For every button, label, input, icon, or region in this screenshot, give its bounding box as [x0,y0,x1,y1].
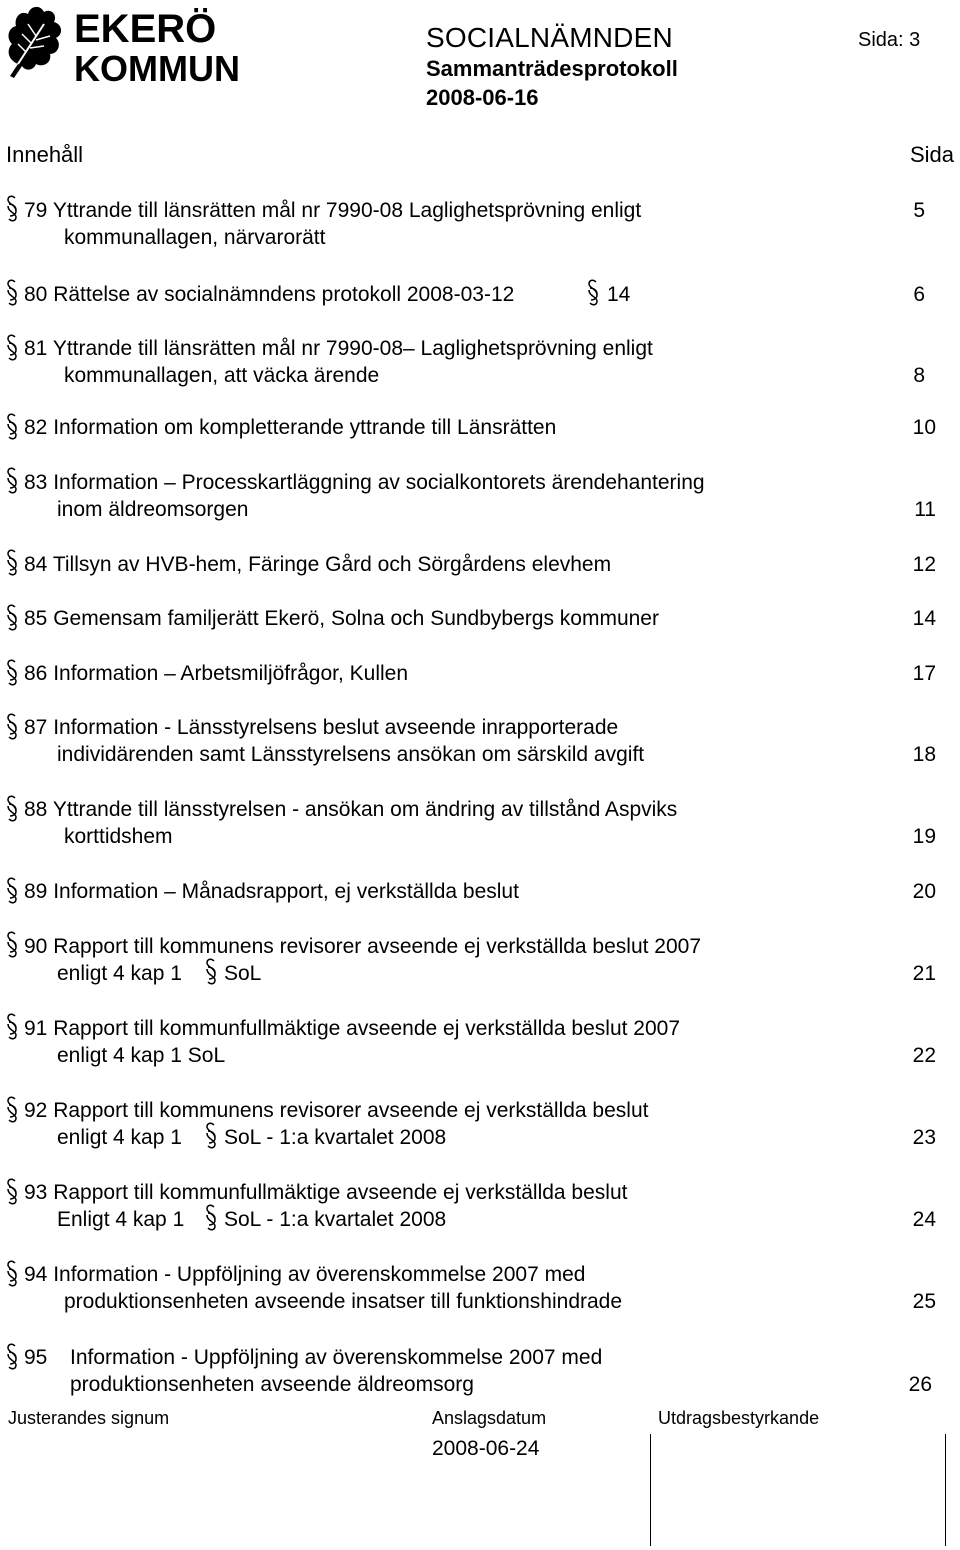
section-sign-icon [5,604,19,634]
toc-item-title-cont: enligt 4 kap 1 SoL [57,1044,226,1067]
toc-item-title-cont: enligt 4 kap 1 [57,962,182,985]
toc-item-title-cont: korttidshem [64,825,173,848]
toc-item-number: 95 [24,1346,48,1369]
section-sign-icon [5,1013,19,1043]
toc-heading-contents: Innehåll [6,142,84,167]
toc-item-title-cont: SoL - 1:a kvartalet 2008 [224,1208,447,1231]
toc-item-title-cont: individärenden samt Länsstyrelsens ansökan om särskild avgift [57,743,645,766]
toc-item-title: Information - Uppföljning av överenskommelse 2007 med [70,1346,603,1369]
toc-item-page: 8 [913,364,925,387]
footer-divider [650,1434,651,1546]
toc-item-title: 90 Rapport till kommunens revisorer avseende ej verkställda beslut 2007 [24,935,702,958]
toc-item-title: 84 Tillsyn av HVB-hem, Färinge Gård och Sörgårdens elevhem [24,553,612,576]
section-sign-icon [586,279,600,309]
toc-item-page: 26 [908,1373,932,1396]
toc-item-page: 20 [912,880,936,903]
section-sign-icon [5,279,19,309]
toc-item-title-cont: 14 [607,283,631,306]
section-sign-icon [5,467,19,497]
section-sign-icon [5,877,19,907]
toc-item-page: 12 [912,553,936,576]
toc-item-title-cont: SoL - 1:a kvartalet 2008 [224,1126,447,1149]
section-sign-icon [5,1178,19,1208]
toc-item-title-cont: produktionsenheten avseende äldreomsorg [70,1373,474,1396]
toc-item-title-cont: enligt 4 kap 1 [57,1126,182,1149]
ekero-kommun-logo [4,4,240,89]
toc-item-title: 91 Rapport till kommunfullmäktige avseende ej verkställda beslut 2007 [24,1017,681,1040]
extract-certification-label: Utdragsbestyrkande [658,1408,820,1428]
toc-item-page: 6 [913,283,925,306]
section-sign-icon [5,659,19,689]
posting-date-label: Anslagsdatum [432,1408,547,1428]
toc-item-title: 82 Information om kompletterande yttrande till Länsrätten [24,416,557,439]
section-sign-icon [204,1122,218,1152]
section-sign-icon [204,958,218,988]
toc-item-title: 87 Information - Länsstyrelsens beslut avseende inrapporterade [24,716,619,739]
toc-item-page: 10 [912,416,936,439]
toc-item-page: 19 [912,825,936,848]
toc-item-title: 83 Information – Processkartläggning av socialkontorets ärendehantering [24,471,705,494]
section-sign-icon [5,1343,19,1373]
section-sign-icon [5,713,19,743]
section-sign-icon [5,549,19,579]
section-sign-icon [5,195,19,225]
page-number: Sida: 3 [858,29,921,51]
toc-item-title: 88 Yttrande till länsstyrelsen - ansökan om ändring av tillstånd Aspviks [24,798,678,821]
toc-item-page: 11 [914,498,936,521]
toc-item-title: 93 Rapport till kommunfullmäktige avseende ej verkställda beslut [24,1181,628,1204]
toc-item-title-cont: Enligt 4 kap 1 [57,1208,185,1231]
toc-item-page: 25 [912,1290,936,1313]
section-sign-icon [5,334,19,364]
toc-item-title-cont: SoL [224,962,262,985]
toc-item-title: 94 Information - Uppföljning av överenskommelse 2007 med [24,1263,586,1286]
logo-word-kommun: KOMMUN [74,48,240,89]
posting-date-value: 2008-06-24 [432,1437,540,1460]
oak-leaf-icon [9,7,62,78]
document-type: Sammanträdesprotokoll [426,56,678,81]
toc-item-title-cont: produktionsenheten avseende insatser till funktionshindrade [64,1290,623,1313]
toc-item-title-cont: inom äldreomsorgen [57,498,249,521]
toc-item-title-cont: kommunallagen, närvarorätt [64,226,326,249]
toc-item-page: 5 [913,199,925,222]
toc-item-title: 79 Yttrande till länsrätten mål nr 7990-08 Laglighetsprövning enligt [24,199,642,222]
toc-item-page: 17 [912,662,936,685]
section-sign-icon [5,413,19,443]
logo-word-ekero: EKERÖ [74,7,217,51]
section-sign-icon [5,1096,19,1126]
section-sign-icon [204,1204,218,1234]
footer-divider [945,1434,946,1546]
toc-item-title: 86 Information – Arbetsmiljöfrågor, Kullen [24,662,409,685]
toc-item-page: 14 [912,607,936,630]
meeting-date: 2008-06-16 [426,85,539,110]
toc-heading-page: Sida [910,142,955,167]
toc-item-title: 80 Rättelse av socialnämndens protokoll 2008-03-12 [24,283,515,306]
section-sign-icon [5,931,19,961]
section-sign-icon [5,795,19,825]
toc-item-page: 23 [912,1126,936,1149]
signature-label: Justerandes signum [8,1408,170,1428]
toc-item-page: 18 [912,743,936,766]
toc-item-title: 85 Gemensam familjerätt Ekerö, Solna och Sundbybergs kommuner [24,607,659,630]
toc-item-title: 89 Information – Månadsrapport, ej verkställda beslut [24,880,519,903]
section-sign-icon [5,1260,19,1290]
toc-item-page: 21 [912,962,936,985]
toc-item-page: 22 [912,1044,936,1067]
toc-item-page: 24 [912,1208,936,1231]
toc-item-title: 81 Yttrande till länsrätten mål nr 7990-08– Laglighetsprövning enligt [24,337,653,360]
committee-title: SOCIALNÄMNDEN [426,22,673,53]
toc-item-title-cont: kommunallagen, att väcka ärende [64,364,380,387]
toc-item-title: 92 Rapport till kommunens revisorer avseende ej verkställda beslut [24,1099,649,1122]
